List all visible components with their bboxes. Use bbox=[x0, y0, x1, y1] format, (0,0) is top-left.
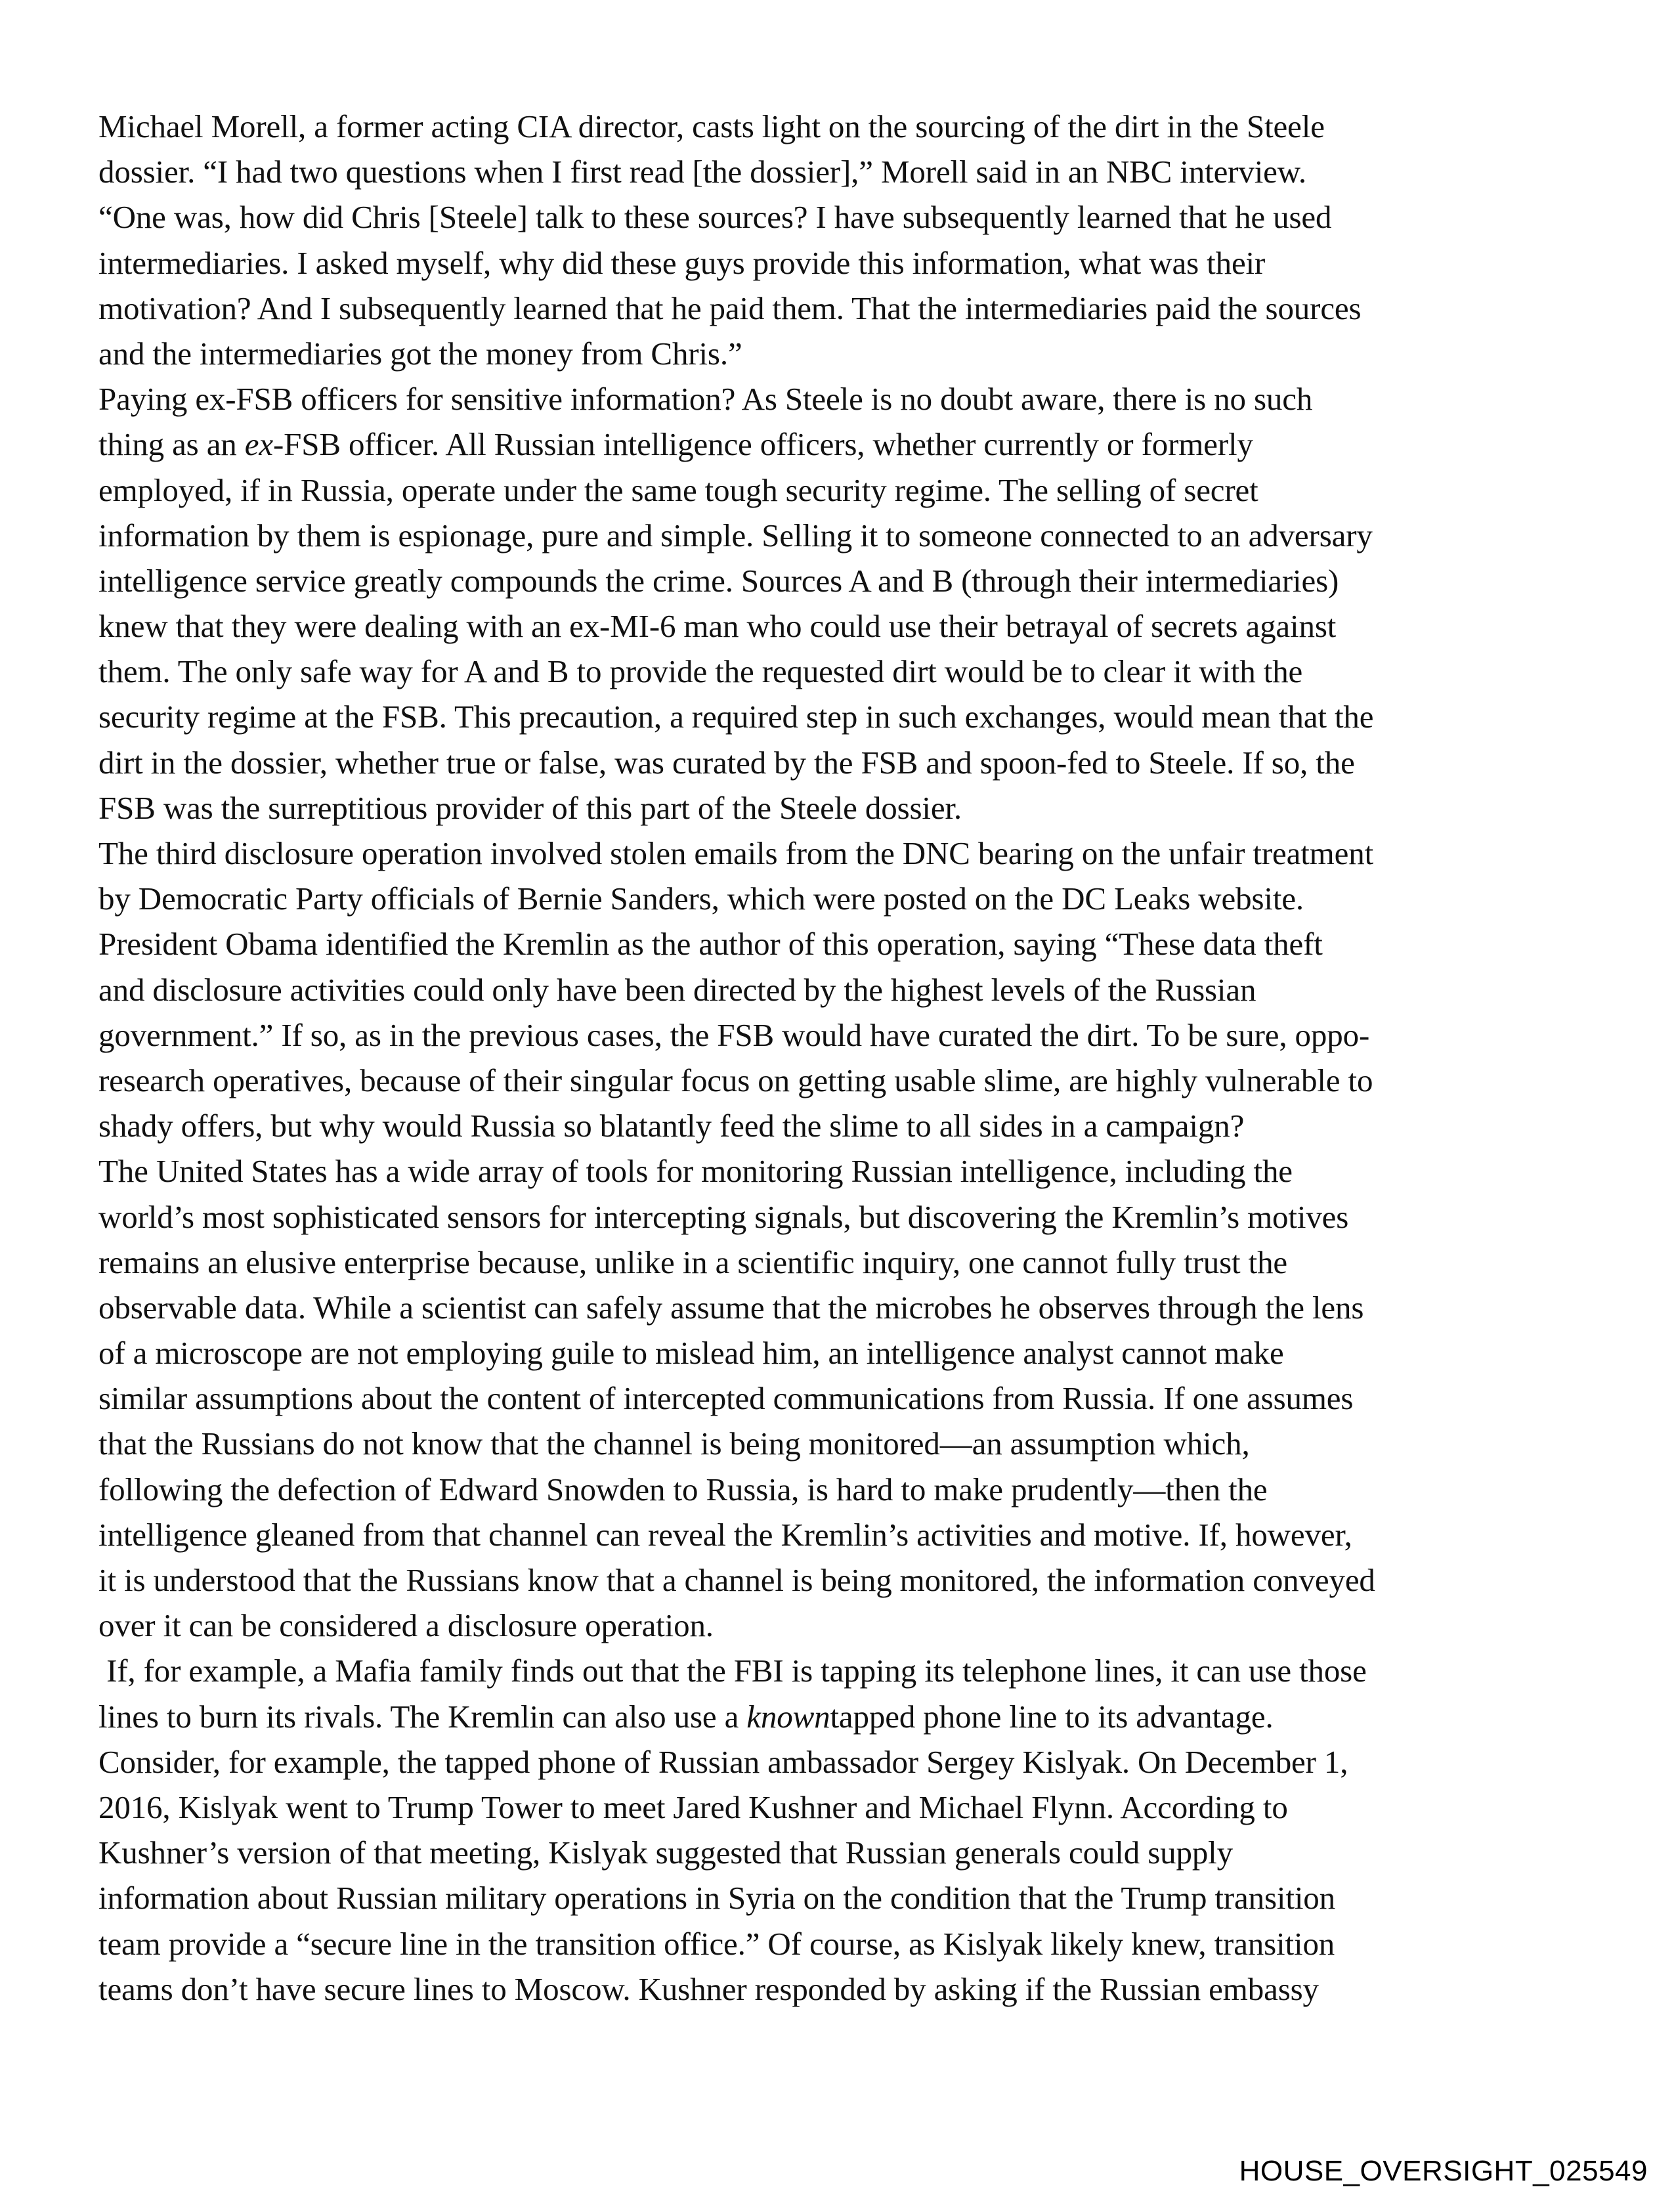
text-line: motivation? And I subsequently learned that he paid them. That the intermediaries paid the sources bbox=[98, 290, 1362, 326]
text-line: over it can be considered a disclosure operation. bbox=[98, 1607, 714, 1644]
text-line: employed, if in Russia, operate under the same tough security regime. The selling of secret bbox=[98, 471, 1258, 508]
text-line: and disclosure activities could only have been directed by the highest levels of the Russian bbox=[98, 971, 1256, 1008]
text-line: government.” If so, as in the previous cases, the FSB would have curated the dirt. To be sure, oppo- bbox=[98, 1016, 1370, 1053]
text-line: Paying ex-FSB officers for sensitive information? As Steele is no doubt aware, there is no such bbox=[98, 381, 1313, 418]
text-line: knew that they were dealing with an ex-MI-6 man who could use their betrayal of secrets against bbox=[98, 608, 1337, 645]
text-line: “One was, how did Chris [Steele] talk to these sources? I have subsequently learned that he used bbox=[98, 199, 1332, 236]
paragraph bbox=[98, 1148, 1595, 1648]
text-line: similar assumptions about the content of intercepted communications from Russia. If one assumes bbox=[98, 1380, 1354, 1417]
text-line: team provide a “secure line in the transition office.” Of course, as Kislyak likely knew, transition bbox=[98, 1925, 1335, 1962]
text-line: observable data. While a scientist can safely assume that the microbes he observes through the lens bbox=[98, 1289, 1364, 1326]
paragraph bbox=[98, 104, 1595, 376]
text-line: it is understood that the Russians know that a channel is being monitored, the information conveyed bbox=[98, 1562, 1375, 1598]
text-line: intermediaries. I asked myself, why did these guys provide this information, what was their bbox=[98, 244, 1266, 281]
paragraph bbox=[98, 1648, 1595, 2012]
text-line: 2016, Kislyak went to Trump Tower to meet Jared Kushner and Michael Flynn. According to bbox=[98, 1789, 1288, 1825]
paragraph bbox=[98, 831, 1595, 1148]
italic-text-run: ex bbox=[244, 426, 273, 463]
italic-text-run: known bbox=[746, 1698, 830, 1735]
text-line: them. The only safe way for A and B to provide the requested dirt would be to clear it with the bbox=[98, 653, 1303, 690]
text-line: information by them is espionage, pure and simple. Selling it to someone connected to an adversary bbox=[98, 517, 1373, 553]
text-run: thing as an bbox=[98, 426, 245, 463]
text-line: FSB was the surreptitious provider of this part of the Steele dossier. bbox=[98, 789, 962, 826]
text-line: and the intermediaries got the money from Chris.” bbox=[98, 335, 742, 372]
text-line: that the Russians do not know that the channel is being monitored—an assumption which, bbox=[98, 1425, 1250, 1462]
text-line bbox=[98, 422, 1595, 467]
text-line: world’s most sophisticated sensors for intercepting signals, but discovering the Kremlin’s motives bbox=[98, 1198, 1349, 1235]
text-line: information about Russian military operations in Syria on the condition that the Trump transition bbox=[98, 1880, 1336, 1917]
text-line: Michael Morell, a former acting CIA director, casts light on the sourcing of the dirt in the Steele bbox=[98, 108, 1325, 144]
text-line: The United States has a wide array of tools for monitoring Russian intelligence, including the bbox=[98, 1153, 1293, 1190]
text-line: of a microscope are not employing guile to mislead him, an intelligence analyst cannot make bbox=[98, 1335, 1284, 1372]
body-text bbox=[98, 104, 1595, 2012]
text-run: -FSB officer. All Russian intelligence officers, whether currently or formerly bbox=[272, 426, 1253, 463]
text-line: dirt in the dossier, whether true or false, was curated by the FSB and spoon-fed to Steele. If so, the bbox=[98, 744, 1355, 781]
text-line: security regime at the FSB. This precaution, a required step in such exchanges, would mean that the bbox=[98, 699, 1374, 735]
text-line: remains an elusive enterprise because, unlike in a scientific inquiry, one cannot fully trust the bbox=[98, 1244, 1288, 1280]
text-line: following the defection of Edward Snowden to Russia, is hard to make prudently—then the bbox=[98, 1471, 1268, 1507]
paragraph bbox=[98, 376, 1595, 831]
text-line bbox=[98, 1694, 1595, 1739]
text-line: Consider, for example, the tapped phone of Russian ambassador Sergey Kislyak. On December 1, bbox=[98, 1743, 1348, 1780]
text-line: research operatives, because of their singular focus on getting usable slime, are highly vulnerable to bbox=[98, 1062, 1373, 1098]
text-line: Kushner’s version of that meeting, Kislyak suggested that Russian generals could supply bbox=[98, 1834, 1233, 1871]
text-line: by Democratic Party officials of Bernie Sanders, which were posted on the DC Leaks website. bbox=[98, 880, 1304, 917]
text-line: dossier. “I had two questions when I first read [the dossier],” Morell said in an NBC interview. bbox=[98, 154, 1306, 190]
text-line: intelligence gleaned from that channel can reveal the Kremlin’s activities and motive. If, however, bbox=[98, 1516, 1352, 1553]
text-line: If, for example, a Mafia family finds out that the FBI is tapping its telephone lines, it can use those bbox=[98, 1653, 1367, 1689]
text-line: teams don’t have secure lines to Moscow. Kushner responded by asking if the Russian embassy bbox=[98, 1970, 1319, 2007]
text-run: lines to burn its rivals. The Kremlin can also use a bbox=[98, 1698, 747, 1735]
text-line: The third disclosure operation involved stolen emails from the DNC bearing on the unfair treatment bbox=[98, 835, 1374, 871]
text-run: tapped phone line to its advantage. bbox=[830, 1698, 1274, 1735]
bates-stamp: HOUSE_OVERSIGHT_025549 bbox=[1239, 2155, 1648, 2187]
text-line: shady offers, but why would Russia so blatantly feed the slime to all sides in a campaign? bbox=[98, 1108, 1245, 1144]
text-line: intelligence service greatly compounds the crime. Sources A and B (through their intermediaries) bbox=[98, 562, 1339, 599]
text-line: President Obama identified the Kremlin as the author of this operation, saying “These data theft bbox=[98, 926, 1323, 963]
